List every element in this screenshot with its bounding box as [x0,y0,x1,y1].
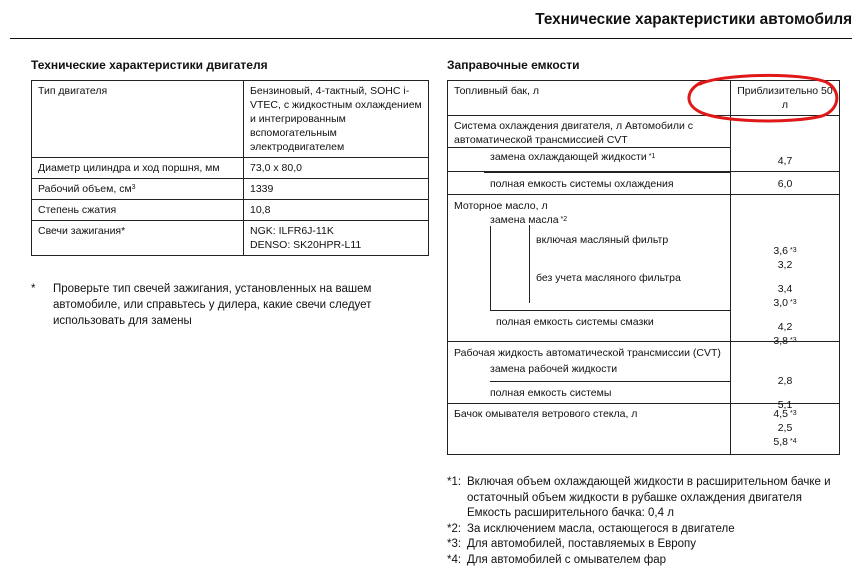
table-row [32,200,429,221]
engine-type-label: Тип двигателя [32,81,244,158]
footnote-1: *1: Включая объем охлаждающей жидкости в расширительном бачке и остаточный объем жидкости в рубашке охлаждения двигателя [447,476,831,504]
fluid-footnotes [447,475,847,568]
cvt-replace-label: замена рабочей жидкости [490,362,618,375]
table-row [448,81,840,116]
fuel-tank-value: Приблизительно 50 л [731,81,840,116]
coolant-total-value: 6,0 [731,171,840,194]
washer-label: Бачок омывателя ветрового стекла, л [448,403,731,454]
page-title: Технические характеристики автомобиля [535,11,852,28]
oil-with-filter-value: 3,6 $^{*3}$ 3,2 [773,244,797,271]
compression-label: Степень сжатия [32,200,244,221]
oil-values [731,194,840,347]
footnote-4: *4: Для автомобилей с омывателем фар [447,553,666,566]
engine-section-title: Технические характеристики двигателя [31,58,268,72]
oil-block [448,194,731,341]
oil-total-label: полная емкость системы смазки [490,310,730,341]
cvt-values [731,341,840,411]
displacement-label: Рабочий объем, $см^3$ [32,179,244,200]
oil-replace-label: замена масла $^{*2}$ [490,213,568,226]
table-row [448,171,840,194]
table-row [448,148,840,172]
table-row [448,116,840,148]
oil-total-value: 4,2 3,8 $^{*3}$ [773,320,797,347]
cvt-replace-value: 2,8 [777,374,793,387]
cvt-total-label: полная емкость системы [490,381,730,403]
spark-plugs-label: Свечи зажигания* [32,221,244,256]
cvt-block [448,341,731,403]
cvt-total-value: 5,1 [777,398,793,411]
bore-stroke-label: Диаметр цилиндра и ход поршня, мм [32,158,244,179]
table-row [32,81,429,158]
compression-value: 10,8 [244,200,429,221]
table-row [32,158,429,179]
coolant-replace-value: 4,7 [731,148,840,172]
table-row [32,221,429,256]
footnote-2: *2: За исключением масла, остающегося в двигателе [447,522,735,535]
engine-specs-table [31,80,429,256]
oil-label: Моторное масло, л [454,199,548,212]
coolant-label: Система охлаждения двигателя, л Автомобили с автоматической трансмиссией CVT [448,116,731,148]
cvt-label: Рабочая жидкость автоматической трансмиссии (CVT) [454,346,721,359]
spark-plugs-value: NGK: ILFR6J-11K DENSO: SK20HPR-L11 [244,221,429,256]
footnote-3: *3: Для автомобилей, поставляемых в Европу [447,538,696,550]
engine-footnote: * Проверьте тип свечей зажигания, установленных на вашем автомобиле, или справьтесь у дилера, какие свечи следует использовать для замены [31,283,372,327]
coolant-total-cell [448,171,731,194]
oil-with-filter-label: включая масляный фильтр [536,233,669,246]
bore-stroke-value: 73,0 x 80,0 [244,158,429,179]
oil-without-filter-label: без учета масляного фильтра [536,271,681,284]
fluids-table [447,80,840,455]
coolant-total-label: полная емкость системы охлаждения [484,172,730,194]
coolant-replace-label: замена охлаждающей жидкости $^{*1}$ [448,148,731,172]
washer-values: 4,5 $^{*3}$ 2,5 5,8 $^{*4}$ [731,403,840,454]
displacement-value: 1339 [244,179,429,200]
footnote-1-extra: Емкость расширительного бачка: 0,4 л [467,507,674,519]
table-row [448,194,840,341]
oil-without-filter-value: 3,4 3,0 $^{*3}$ [773,282,797,309]
table-row [32,179,429,200]
oil-subtree [490,226,730,310]
fuel-tank-label: Топливный бак, л [448,81,731,116]
fluids-section-title: Заправочные емкости [447,58,580,72]
engine-type-value: Бензиновый, 4-тактный, SOHC i-VTEC, с жидкостным охлаждением и интегрированным вспомогательным электродвигателем [244,81,429,158]
title-divider [10,38,852,39]
table-row [448,341,840,403]
